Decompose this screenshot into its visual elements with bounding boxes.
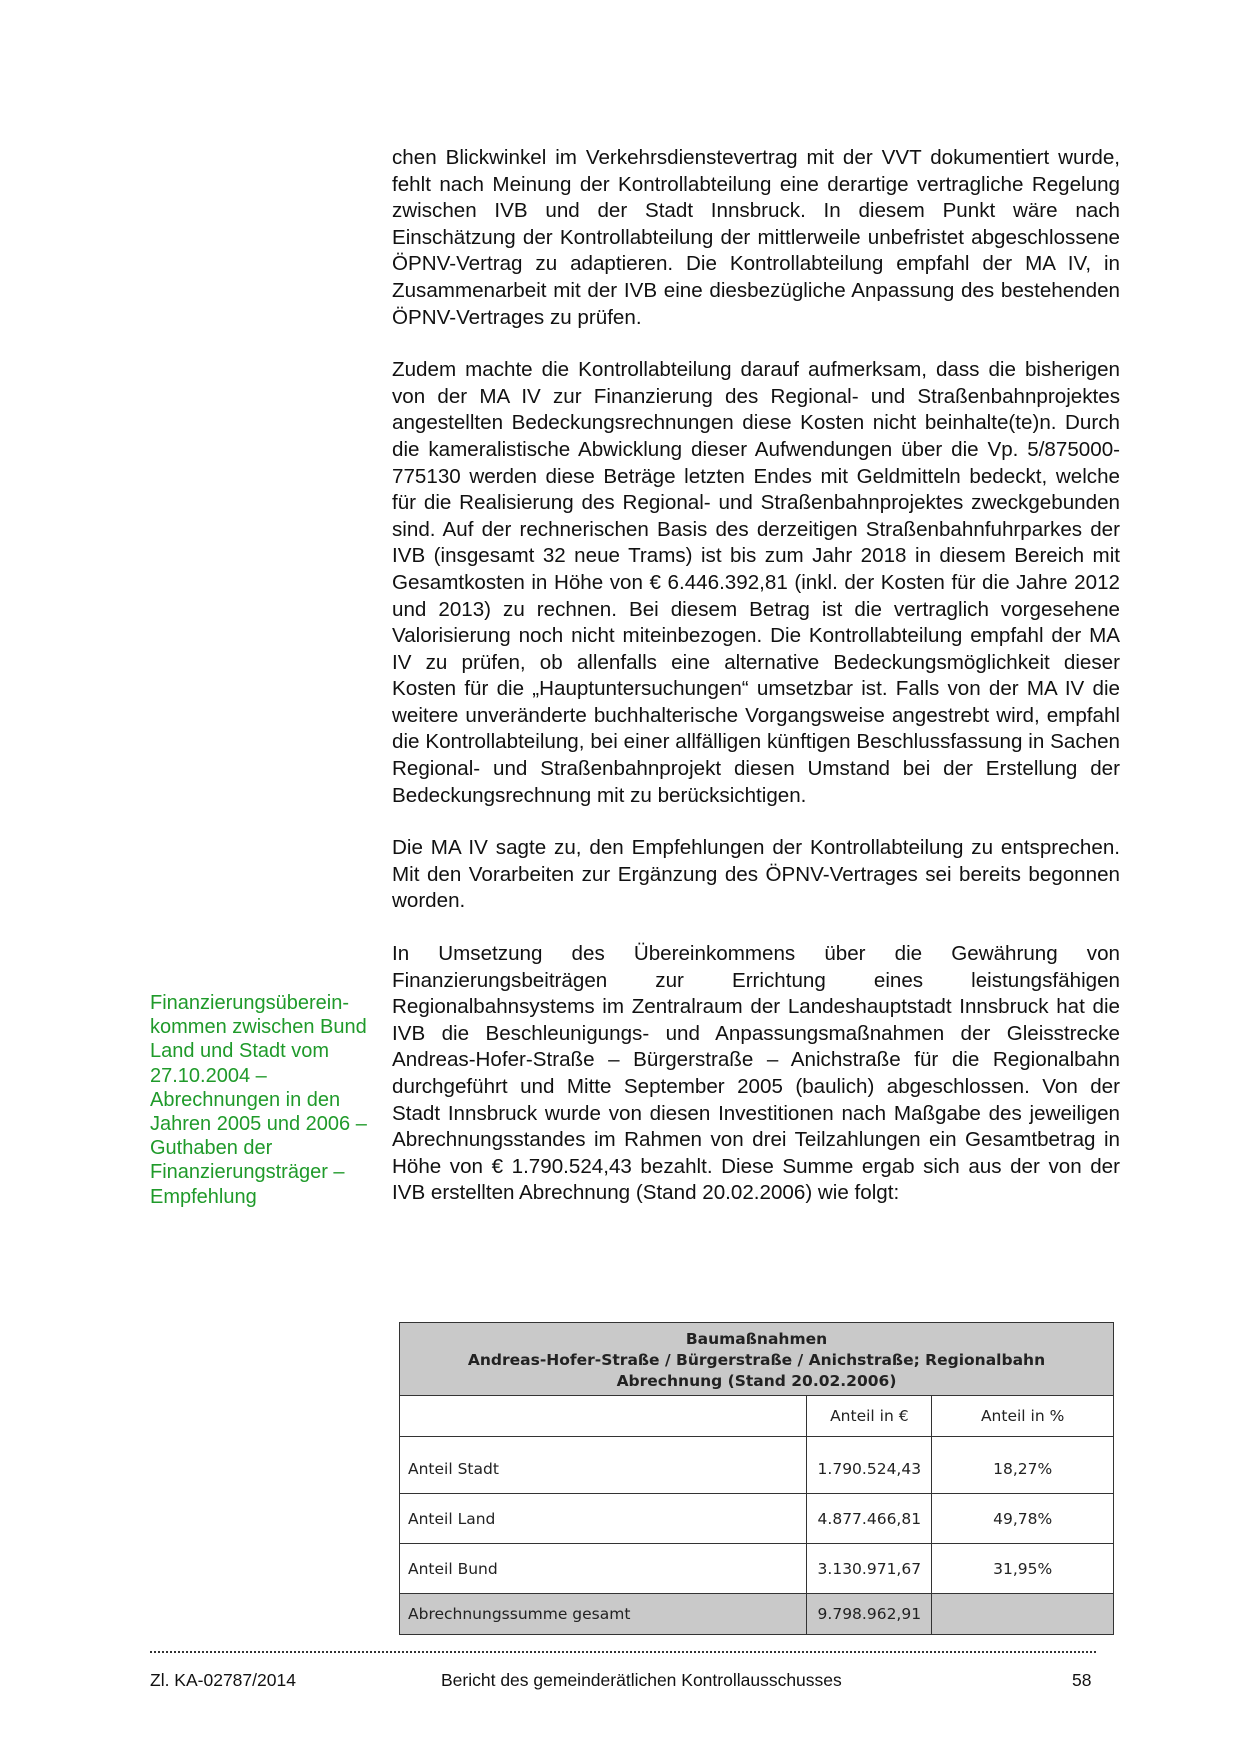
row-euro: 1.790.524,43 <box>807 1437 932 1494</box>
cost-table <box>399 1322 1114 1635</box>
margin-note-line: kommen zwischen Bund <box>150 1016 367 1039</box>
page-number: 58 <box>1072 1670 1092 1690</box>
margin-note <box>150 991 382 1209</box>
paragraph: In Umsetzung des Übereinkommens über die Gewährung von Finanzierungsbeiträgen zur Errichtung eines leistungsfähigen Regionalbahnsystems im Zentralraum der Landeshauptstadt Innsbruck hat die IVB die Beschleunigungs- und Anpassungsmaßnahmen der Gleisstrecke Andreas-Hofer-Straße – Bürgerstraße – Anichstraße für die Regionalbahn durchgeführt und Mitte September 2005 (baulich) abgeschlossen. Von der Stadt Innsbruck wurde von diesen Investitionen nach Maßgabe des jeweiligen Abrechnungsstandes im Rahmen von drei Teilzahlungen ein Gesamtbetrag in Höhe von € 1.790.524,43 bezahlt. Diese Summe ergab sich aus der von der IVB erstellten Abrechnung (Stand 20.02.2006) wie folgt: <box>392 942 1120 1205</box>
cost-table-container <box>399 1322 1114 1635</box>
margin-note-line: Finanzierungsüberein- <box>150 992 350 1014</box>
table-row <box>400 1494 1114 1544</box>
column-header-euro: Anteil in € <box>807 1396 932 1437</box>
paragraph: Zudem machte die Kontrollabteilung darauf aufmerksam, dass die bisherigen von der MA IV zur Finanzierung des Regional- und Straßenbahnprojektes angestellten Bedeckungsrechnungen diese Kosten nicht beinhalte(te)n. Durch die kameralistische Abwicklung dieser Aufwendungen über die Vp. 5/875000-775130 werden diese Beträge letzten Endes mit Geldmitteln bedeckt, welche für die Realisierung des Regional- und Straßenbahnprojektes zweckgebunden sind. Auf der rechnerischen Basis des derzeitigen Straßenbahnfuhrparkes der IVB (insgesamt 32 neue Trams) ist bis zum Jahr 2018 in diesem Bereich mit Gesamtkosten in Höhe von € 6.446.392,81 (inkl. der Kosten für die Jahre 2012 und 2013) zu rechnen. Bei diesem Betrag ist die vertraglich vorgesehene Valorisierung noch nicht miteinbezogen. Die Kontrollabteilung empfahl der MA IV zu prüfen, ob allenfalls eine alternative Bedeckungsmöglichkeit dieser Kosten für die „Hauptuntersuchungen“ umsetzbar ist. Falls von der MA IV die weitere unveränderte buchhalterische Vorgangsweise angestrebt wird, empfahl die Kontrollabteilung, bei einer allfälligen künftigen Beschlussfassung in Sachen Regional- und Straßenbahnprojekt diesen Umstand bei der Erstellung der Bedeckungsrechnung mit zu berücksichtigen. <box>392 358 1120 807</box>
main-text-column <box>392 145 1120 1207</box>
footer-divider <box>150 1651 1096 1653</box>
margin-note-line: Empfehlung <box>150 1185 257 1208</box>
margin-note-line: Abrechnungen in den <box>150 1088 341 1111</box>
row-euro: 4.877.466,81 <box>807 1494 932 1544</box>
row-percent: 31,95% <box>932 1544 1114 1594</box>
margin-note-line: Guthaben der <box>150 1137 273 1160</box>
row-percent: 18,27% <box>932 1437 1114 1494</box>
table-title-line: Abrechnung (Stand 20.02.2006) <box>616 1372 897 1390</box>
table-title-line: Baumaßnahmen <box>685 1330 828 1348</box>
paragraph: Die MA IV sagte zu, den Empfehlungen der Kontrollabteilung zu entsprechen. Mit den Vorarbeiten zur Ergänzung des ÖPNV-Vertrages sei bereits begonnen worden. <box>392 836 1120 913</box>
footer-reference: Zl. KA-02787/2014 <box>150 1670 296 1690</box>
total-percent-empty <box>932 1594 1114 1635</box>
table-header-empty <box>400 1396 807 1437</box>
table-title <box>400 1323 1114 1396</box>
margin-note-line: Jahren 2005 und 2006 – <box>150 1113 367 1136</box>
row-label: Anteil Bund <box>400 1544 807 1594</box>
footer-title: Bericht des gemeinderätlichen Kontrollausschusses <box>441 1670 842 1690</box>
total-euro: 9.798.962,91 <box>807 1594 932 1635</box>
row-label: Anteil Land <box>400 1494 807 1544</box>
margin-note-line: Land und Stadt vom <box>150 1040 330 1063</box>
row-euro: 3.130.971,67 <box>807 1544 932 1594</box>
paragraph: chen Blickwinkel im Verkehrsdienstevertrag mit der VVT dokumentiert wurde, fehlt nach Meinung der Kontrollabteilung eine derartige vertragliche Regelung zwischen IVB und der Stadt Innsbruck. In diesem Punkt wäre nach Einschätzung der Kontrollabteilung der mittlerweile unbefristet abgeschlossene ÖPNV-Vertrag zu adaptieren. Die Kontrollabteilung empfahl der MA IV, in Zusammenarbeit mit der IVB eine diesbezügliche Anpassung des bestehenden ÖPNV-Vertrages zu prüfen. <box>392 146 1120 329</box>
table-row <box>400 1437 1114 1494</box>
row-percent: 49,78% <box>932 1494 1114 1544</box>
total-label: Abrechnungssumme gesamt <box>400 1594 807 1635</box>
table-total-row <box>400 1594 1114 1635</box>
table-title-line: Andreas-Hofer-Straße / Bürgerstraße / Anichstraße; Regionalbahn <box>467 1351 1046 1369</box>
margin-note-line: 27.10.2004 – <box>150 1064 267 1087</box>
row-label: Anteil Stadt <box>400 1437 807 1494</box>
table-row <box>400 1544 1114 1594</box>
column-header-percent: Anteil in % <box>932 1396 1114 1437</box>
margin-note-line: Finanzierungsträger – <box>150 1161 345 1184</box>
